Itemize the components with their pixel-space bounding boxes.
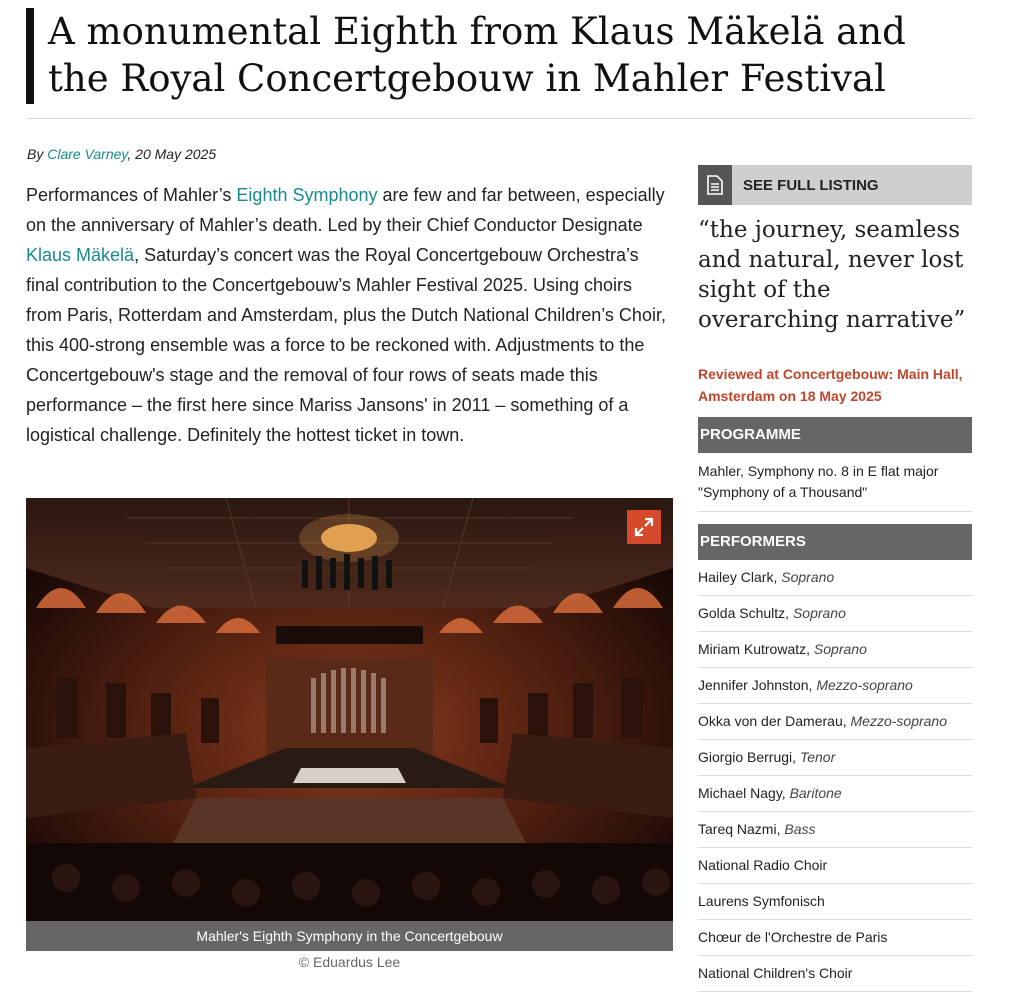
performer-separator: , [806, 641, 814, 657]
performer-separator: , [773, 569, 782, 585]
performer-separator: , [781, 785, 790, 801]
sidebar [698, 165, 972, 992]
performer-item[interactable] [698, 632, 972, 668]
performer-role: Baritone [789, 785, 842, 801]
performer-name: Golda Schultz [698, 605, 786, 621]
performer-item[interactable] [698, 848, 972, 884]
title-accent-bar [26, 8, 34, 104]
performer-item[interactable] [698, 920, 972, 956]
performer-role: Mezzo-soprano [816, 677, 913, 693]
performer-item[interactable] [698, 704, 972, 740]
performers-list [698, 560, 972, 992]
performer-separator: , [776, 821, 785, 837]
performer-name: Chœur de l'Orchestre de Paris [698, 929, 888, 945]
performer-role: Soprano [781, 569, 835, 585]
performer-item[interactable] [698, 596, 972, 632]
performer-role: Tenor [799, 749, 836, 765]
hall-illustration [26, 498, 673, 921]
photo-caption: Mahler's Eighth Symphony in the Concertgebouw [26, 921, 673, 951]
eighth-symphony-link[interactable]: Eighth Symphony [236, 185, 378, 205]
programme-item[interactable]: Mahler, Symphony no. 8 in E flat major "Symphony of a Thousand" [698, 453, 972, 512]
performer-separator: , [785, 605, 793, 621]
performer-separator: , [842, 713, 851, 729]
performer-name: Jennifer Johnston [698, 677, 809, 693]
byline-date: , 20 May 2025 [127, 146, 217, 162]
performer-separator: , [808, 677, 817, 693]
document-icon [707, 175, 723, 195]
pull-quote: “the journey, seamless and natural, never lost sight of the overarching narrative” [698, 217, 966, 333]
intro-paragraph [26, 180, 671, 450]
see-full-listing-label: SEE FULL LISTING [743, 176, 879, 194]
performer-name: National Children's Choir [698, 965, 853, 981]
performer-item[interactable] [698, 776, 972, 812]
performer-name: Hailey Clark [698, 569, 774, 585]
performer-role: Soprano [813, 641, 867, 657]
performer-name: National Radio Choir [698, 857, 828, 873]
reviewed-at: Reviewed at Concertgebouw: Main Hall, Amsterdam on 18 May 2025 [698, 366, 963, 404]
performer-item[interactable] [698, 740, 972, 776]
expand-button[interactable] [627, 510, 661, 544]
expand-icon [634, 517, 654, 537]
performer-item[interactable] [698, 812, 972, 848]
intro-text-1: Performances of Mahler’s [26, 185, 237, 205]
concert-hall-photo[interactable] [26, 498, 673, 921]
byline [27, 146, 216, 162]
title-block [26, 8, 973, 119]
see-full-listing-button[interactable] [698, 165, 972, 205]
page-title: A monumental Eighth from Klaus Mäkelä and the Royal Concertgebouw in Mahler Festival [48, 10, 906, 100]
performer-separator: , [792, 749, 800, 765]
klaus-makela-link[interactable]: Klaus Mäkelä [26, 245, 135, 265]
byline-prefix: By [27, 146, 48, 162]
performer-name: Laurens Symfonisch [698, 893, 825, 909]
performer-item[interactable] [698, 668, 972, 704]
performer-item[interactable] [698, 560, 972, 596]
photo-credit: © Eduardus Lee [298, 954, 401, 970]
performer-name: Okka von der Damerau [698, 713, 843, 729]
performer-role: Bass [784, 821, 816, 837]
performer-name: Tareq Nazmi [698, 821, 777, 837]
performer-name: Michael Nagy [698, 785, 782, 801]
listing-icon-box [698, 165, 732, 205]
performers-heading: PERFORMERS [698, 524, 972, 560]
performer-item[interactable] [698, 956, 972, 992]
performer-role: Soprano [792, 605, 846, 621]
performer-name: Giorgio Berrugi [698, 749, 793, 765]
intro-text-2: are few and far between, especially on the anniversary of Mahler’s death. Led by their Chief Conductor Designate [26, 185, 665, 235]
author-link[interactable]: Clare Varney [47, 146, 128, 162]
performer-item[interactable] [698, 884, 972, 920]
intro-text-3: , Saturday’s concert was the Royal Concertgebouw Orchestra’s final contribution to the Concertgebouw’s Mahler Festival 2025. Using choirs from Paris, Rotterdam and Amsterdam, plus the Dutch National Children’s Choir, this 400-strong ensemble was a force to be reckoned with. Adjustments to the Concertgebouw's stage and the removal of four rows of seats made this performance – the first here since Mariss Jansons' in 2011 – something of a logistical challenge. Definitely the hottest ticket in town. [26, 245, 666, 445]
programme-heading: PROGRAMME [698, 417, 972, 453]
performer-name: Miriam Kutrowatz [698, 641, 807, 657]
performer-role: Mezzo-soprano [850, 713, 948, 729]
